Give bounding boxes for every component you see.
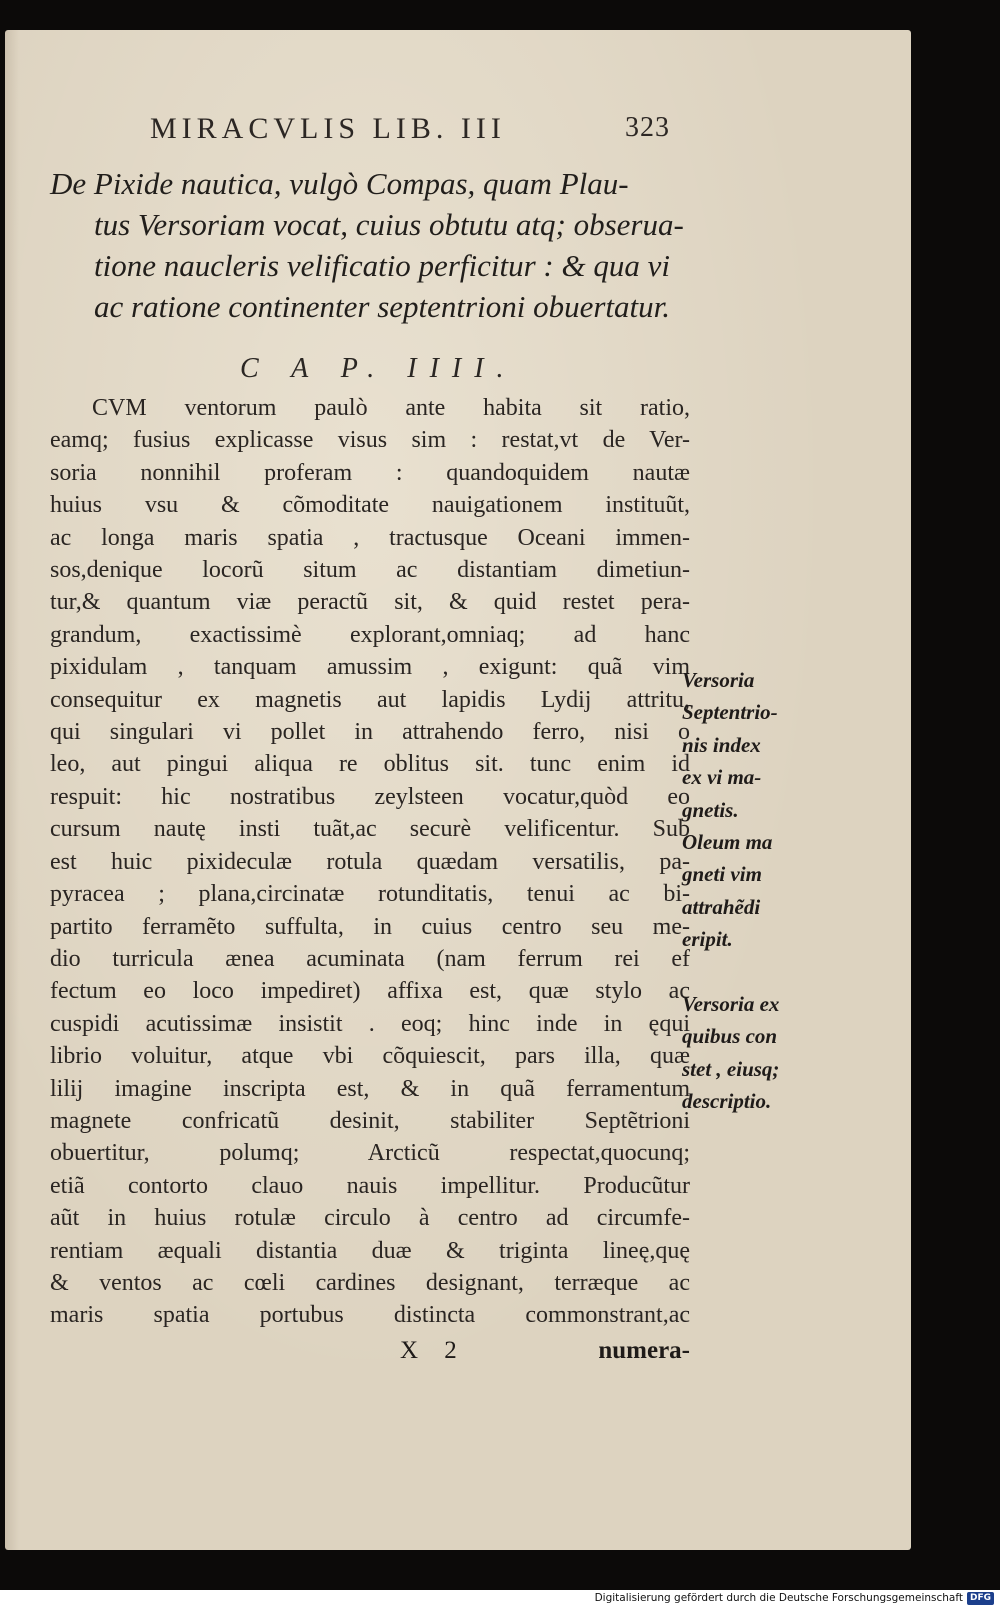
text-line: consequitur ex magnetis aut lapidis Lydij attritu, — [50, 686, 690, 713]
running-head — [150, 112, 670, 152]
text-line: tur,& quantum viæ peractũ sit, & quid restet pera- — [50, 589, 690, 616]
text-line: leo, aut pingui aliqua re oblitus sit. tunc enim id — [50, 751, 690, 778]
text-line: qui singulari vi pollet in attrahendo ferro, nisi o — [50, 719, 690, 746]
text-line: cursum nautę insti tuãt,ac securè velificentur. Sub — [50, 816, 690, 843]
marginal-line: Versoria — [682, 668, 755, 692]
text-line: grandum, exactissimè explorant,omniaq; ad hanc — [50, 621, 690, 648]
text-line: rentiam æquali distantia duæ & triginta lineę,quę — [50, 1237, 690, 1264]
text-line: pixidulam , tanquam amussim , exigunt: quã vim — [50, 654, 690, 681]
heading-line: ac ratione continenter septentrioni obuertatur. — [94, 289, 671, 324]
body-text — [50, 392, 690, 1332]
text-line: soria nonnihil proferam : quandoquidem nautæ — [50, 459, 690, 486]
text-line: maris spatia portubus distincta commonstrant,ac — [50, 1302, 690, 1329]
marginal-line: descriptio. — [682, 1089, 772, 1114]
marginal-line: gneti vim — [682, 862, 762, 887]
chapter-number: C A P. IIII. — [240, 353, 517, 384]
marginal-line: attrahẽdi — [682, 894, 761, 919]
catchword: numera- — [598, 1337, 690, 1364]
text-line: cuspidi acutissimæ insistit . eoq; hinc inde in ęqui — [50, 1010, 690, 1037]
text-line: pyracea ; plana,circinatæ rotunditatis, tenui ac bi- — [50, 881, 690, 908]
marginal-line: ex vi ma- — [682, 765, 762, 790]
text-line: fectum eo loco impediret) affixa est, quæ stylo ac — [50, 978, 690, 1005]
marginal-line: Oleum ma — [682, 830, 773, 854]
text-line: respuit: hic nostratibus zeylsteen vocatur,quòd eo — [50, 783, 690, 810]
text-line: & ventos ac cœli cardines designant, terræque ac — [50, 1269, 690, 1296]
marginal-line: gnetis. — [682, 797, 739, 822]
page-number: 323 — [625, 112, 670, 143]
text-line: magnete confricatũ desinit, stabiliter Septẽtrioni — [50, 1107, 690, 1134]
text-line: est huic pixideculæ rotula quædam versatilis, pa- — [50, 848, 690, 875]
marginal-line: quibus con — [682, 1024, 778, 1049]
digitization-credit — [595, 1590, 994, 1607]
text-line: dio turricula ænea acuminata (nam ferrum rei ef — [50, 945, 690, 972]
text-line: lilij imagine inscripta est, & in quã ferramentum — [50, 1075, 690, 1102]
heading-line: tus Versoriam vocat, cuius obtutu atq; obserua- — [94, 207, 684, 242]
signature-mark: X 2 — [400, 1337, 467, 1364]
marginal-line: Septentrio- — [682, 700, 778, 725]
chapter-heading — [50, 163, 690, 327]
marginal-line: nis index — [682, 732, 761, 757]
marginal-note-descriptio — [682, 988, 779, 1118]
text-line: etiã contorto clauo nauis impellitur. Producũtur — [50, 1172, 690, 1199]
text-line: obuertitur, polumq; Arcticũ respectat,quocunq; — [50, 1140, 690, 1167]
text-line: ac longa maris spatia , tractusque Oceani immen- — [50, 524, 690, 551]
credit-text: Digitalisierung gefördert durch die Deutsche Forschungsgemeinschaft — [594, 1592, 963, 1604]
dfg-logo-icon: DFG — [967, 1592, 994, 1605]
text-line: eamq; fusius explicasse visus sim : restat,vt de Ver- — [50, 427, 690, 454]
marginal-note-versoria — [682, 664, 778, 826]
text-line: partito ferramẽto suffulta, in cuius centro seu me- — [50, 913, 690, 940]
text-line: sos,denique locorũ situm ac distantiam dimetiun- — [50, 557, 690, 584]
heading-line: De Pixide nautica, vulgò Compas, quam Plau- — [50, 166, 629, 201]
marginal-note-oleum — [682, 826, 772, 956]
text-line: aũt in huius rotulæ circulo à centro ad circumfe- — [50, 1205, 690, 1232]
running-head-title: MIRACVLIS LIB. III — [150, 112, 506, 145]
text-line: huius vsu & cõmoditate nauigationem instituũt, — [50, 492, 690, 519]
marginal-line: stet , eiusq; — [682, 1056, 780, 1081]
text-line: CVM ventorum paulò ante habita sit ratio, — [92, 395, 690, 421]
heading-line: tione naucleris velificatio perficitur : & qua vi — [94, 248, 670, 283]
marginal-line: eripit. — [682, 927, 733, 952]
text-line: librio voluitur, atque vbi cõquiescit, pars illa, quæ — [50, 1043, 690, 1070]
marginal-line: Versoria ex — [682, 992, 780, 1016]
